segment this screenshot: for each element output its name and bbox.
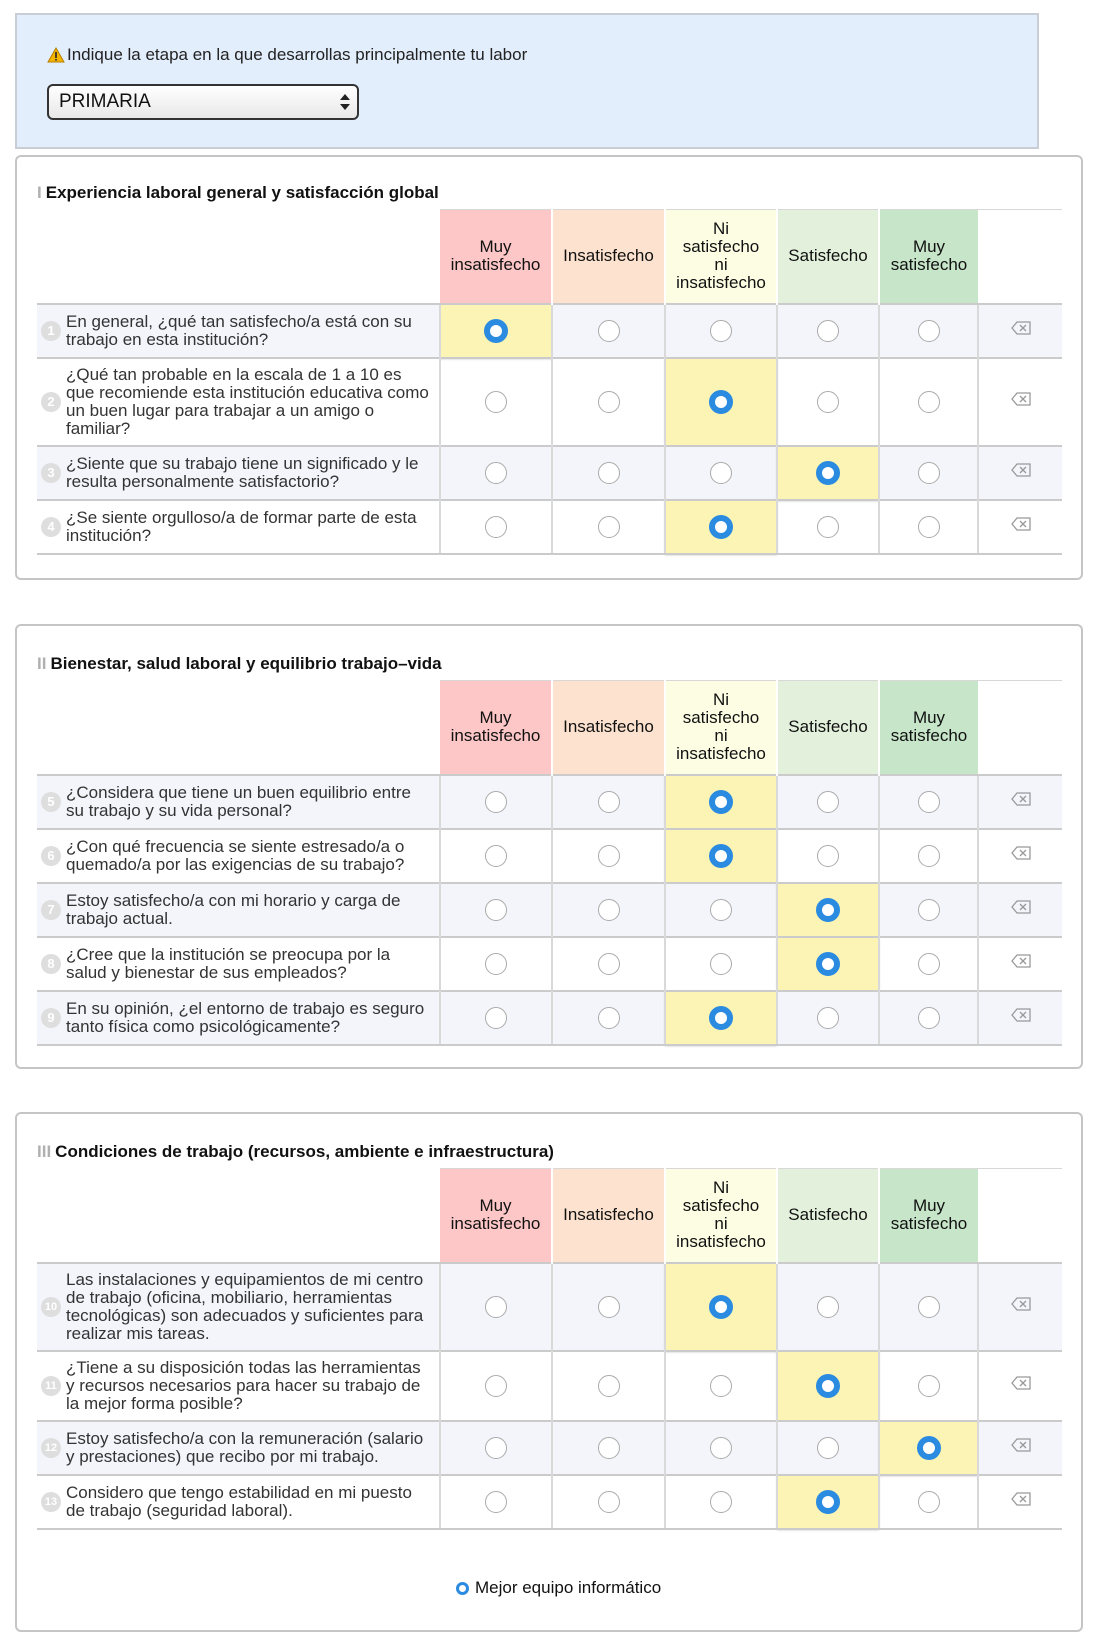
- scale-header-0: Muy insatisfecho: [440, 1169, 552, 1263]
- radio-option[interactable]: [598, 953, 620, 975]
- radio-option[interactable]: [918, 320, 940, 342]
- question-number-badge: 12: [41, 1438, 61, 1458]
- section-title: [37, 654, 442, 674]
- question-number-badge: 13: [41, 1492, 61, 1512]
- question-number-badge: 7: [41, 900, 61, 920]
- clear-answer-cell[interactable]: [978, 500, 1062, 554]
- scale-header-row: [37, 210, 1062, 304]
- likert-grid: [37, 1168, 1062, 1530]
- etapa-question-box: [15, 13, 1039, 149]
- clear-answer-icon[interactable]: [1011, 1492, 1031, 1506]
- warning-icon: [47, 47, 65, 63]
- answer-cell-0[interactable]: [440, 446, 552, 500]
- radio-selected[interactable]: [709, 515, 733, 539]
- radio-option[interactable]: [598, 1007, 620, 1029]
- scale-header-4: Muy satisfecho: [879, 210, 978, 304]
- answer-cell-4[interactable]: [879, 304, 978, 358]
- scale-header-1: Insatisfecho: [552, 681, 665, 775]
- question-row: [37, 1475, 1062, 1529]
- question-text-cell: [37, 883, 440, 937]
- answer-cell-2[interactable]: [665, 446, 777, 500]
- answer-cell-0[interactable]: [440, 883, 552, 937]
- scale-header-3: Satisfecho: [777, 210, 879, 304]
- clear-answer-icon[interactable]: [1011, 392, 1031, 406]
- radio-option[interactable]: [485, 1296, 507, 1318]
- header-blank: [37, 681, 440, 775]
- question-row: [37, 829, 1062, 883]
- answer-cell-1[interactable]: [552, 1475, 665, 1529]
- radio-option[interactable]: [598, 1296, 620, 1318]
- radio-option[interactable]: [918, 791, 940, 813]
- question-row: [37, 937, 1062, 991]
- answer-cell-4[interactable]: [879, 1475, 978, 1529]
- answer-cell-0[interactable]: [440, 1475, 552, 1529]
- etapa-question: [47, 45, 527, 65]
- answer-cell-4[interactable]: [879, 446, 978, 500]
- answer-cell-4[interactable]: [879, 883, 978, 937]
- answer-cell-0[interactable]: [440, 937, 552, 991]
- question-text: Estoy satisfecho/a con mi horario y carga de trabajo actual.: [66, 890, 401, 928]
- question-text: ¿Se siente orgulloso/a de formar parte de esta institución?: [66, 507, 417, 545]
- radio-option[interactable]: [918, 462, 940, 484]
- answer-cell-1[interactable]: [552, 1351, 665, 1421]
- answer-cell-1[interactable]: [552, 991, 665, 1045]
- radio-selected[interactable]: [816, 461, 840, 485]
- answer-cell-2[interactable]: [665, 991, 777, 1045]
- clear-answer-icon[interactable]: [1011, 792, 1031, 806]
- answer-cell-3[interactable]: [777, 304, 879, 358]
- radio-option[interactable]: [817, 845, 839, 867]
- answer-cell-1[interactable]: [552, 1421, 665, 1475]
- radio-selected[interactable]: [816, 898, 840, 922]
- header-clear-col: [978, 681, 1062, 775]
- clear-answer-cell[interactable]: [978, 358, 1062, 446]
- radio-selected[interactable]: [709, 790, 733, 814]
- answer-cell-3[interactable]: [777, 500, 879, 554]
- question-text-cell: [37, 991, 440, 1045]
- question-text-cell: [37, 1263, 440, 1351]
- radio-option[interactable]: [485, 1491, 507, 1513]
- section-number: III: [37, 1142, 52, 1161]
- question-text-cell: [37, 500, 440, 554]
- radio-option[interactable]: [817, 1296, 839, 1318]
- radio-option[interactable]: [598, 516, 620, 538]
- answer-cell-0[interactable]: [440, 500, 552, 554]
- question-row: [37, 358, 1062, 446]
- radio-selected[interactable]: [709, 844, 733, 868]
- survey-section: [15, 624, 1083, 1069]
- question-text: En su opinión, ¿el entorno de trabajo es seguro tanto física como psicológicamente?: [66, 998, 425, 1036]
- survey-section: [15, 155, 1083, 580]
- radio-option[interactable]: [598, 320, 620, 342]
- answer-cell-0[interactable]: [440, 829, 552, 883]
- answer-cell-4[interactable]: [879, 500, 978, 554]
- answer-cell-3[interactable]: [777, 358, 879, 446]
- radio-option[interactable]: [918, 1296, 940, 1318]
- clear-answer-icon[interactable]: [1011, 1008, 1031, 1022]
- question-text: ¿Considera que tiene un buen equilibrio entre su trabajo y su vida personal?: [66, 782, 411, 820]
- clear-answer-icon[interactable]: [1011, 954, 1031, 968]
- radio-option[interactable]: [485, 1007, 507, 1029]
- answer-cell-0[interactable]: [440, 775, 552, 829]
- radio-option[interactable]: [598, 1375, 620, 1397]
- answer-cell-1[interactable]: [552, 358, 665, 446]
- clear-answer-cell[interactable]: [978, 937, 1062, 991]
- radio-option[interactable]: [817, 516, 839, 538]
- radio-option[interactable]: [485, 899, 507, 921]
- question-text-cell: [37, 304, 440, 358]
- clear-answer-icon[interactable]: [1011, 846, 1031, 860]
- radio-selected[interactable]: [816, 1490, 840, 1514]
- answer-cell-1[interactable]: [552, 304, 665, 358]
- scale-header-2: Ni satisfecho ni insatisfecho: [665, 681, 777, 775]
- answer-cell-0[interactable]: [440, 1263, 552, 1351]
- radio-selected[interactable]: [709, 390, 733, 414]
- answer-cell-0[interactable]: [440, 358, 552, 446]
- header-clear-col: [978, 210, 1062, 304]
- clear-answer-icon[interactable]: [1011, 1297, 1031, 1311]
- answer-cell-2[interactable]: [665, 500, 777, 554]
- scale-header-4: Muy satisfecho: [879, 1169, 978, 1263]
- question-text: Considero que tengo estabilidad en mi puesto de trabajo (seguridad laboral).: [66, 1482, 412, 1520]
- question-text: ¿Qué tan probable en la escala de 1 a 10 es que recomiende esta institución educativa como un buen lugar para trabajar a un amigo o familiar?: [66, 364, 429, 438]
- answer-cell-3[interactable]: [777, 829, 879, 883]
- radio-selected[interactable]: [917, 1436, 941, 1460]
- clear-answer-icon[interactable]: [1011, 1438, 1031, 1452]
- section-number: I: [37, 183, 42, 202]
- etapa-select-value: PRIMARIA: [59, 91, 151, 112]
- radio-option[interactable]: [485, 845, 507, 867]
- clear-answer-icon[interactable]: [1011, 517, 1031, 531]
- question-text: En general, ¿qué tan satisfecho/a está con su trabajo en esta institución?: [66, 311, 412, 349]
- header-clear-col: [978, 1169, 1062, 1263]
- radio-option[interactable]: [710, 1491, 732, 1513]
- question-text: ¿Tiene a su disposición todas las herramientas y recursos necesarios para hacer su trabajo de la mejor forma posible?: [66, 1357, 421, 1413]
- scale-header-2: Ni satisfecho ni insatisfecho: [665, 210, 777, 304]
- header-blank: [37, 1169, 440, 1263]
- answer-cell-1[interactable]: [552, 883, 665, 937]
- clear-answer-cell[interactable]: [978, 1263, 1062, 1351]
- question-row: [37, 991, 1062, 1045]
- question-row: [37, 1351, 1062, 1421]
- answer-cell-4[interactable]: [879, 358, 978, 446]
- question-text: ¿Con qué frecuencia se siente estresado/a o quemado/a por las exigencias de su trabajo?: [66, 836, 405, 874]
- answer-cell-4[interactable]: [879, 1421, 978, 1475]
- radio-selected[interactable]: [816, 952, 840, 976]
- question-text: Estoy satisfecho/a con la remuneración (salario y prestaciones) que recibo por mi trabajo.: [66, 1428, 424, 1466]
- clear-answer-cell[interactable]: [978, 829, 1062, 883]
- radio-option[interactable]: [918, 391, 940, 413]
- question-row: [37, 446, 1062, 500]
- question-row: [37, 304, 1062, 358]
- radio-option[interactable]: [485, 391, 507, 413]
- section-title: [37, 183, 439, 203]
- scale-header-0: Muy insatisfecho: [440, 681, 552, 775]
- radio-option[interactable]: [598, 791, 620, 813]
- question-number-badge: 1: [41, 321, 61, 341]
- radio-option[interactable]: [710, 1375, 732, 1397]
- clear-answer-cell[interactable]: [978, 883, 1062, 937]
- answer-cell-3[interactable]: [777, 991, 879, 1045]
- answer-cell-2[interactable]: [665, 1421, 777, 1475]
- radio-option[interactable]: [598, 1491, 620, 1513]
- question-number-badge: 10: [41, 1297, 61, 1317]
- radio-option[interactable]: [710, 953, 732, 975]
- radio-option[interactable]: [817, 791, 839, 813]
- scale-header-1: Insatisfecho: [552, 1169, 665, 1263]
- question-text: ¿Cree que la institución se preocupa por la salud y bienestar de sus empleados?: [66, 944, 391, 982]
- question-number-badge: 8: [41, 954, 61, 974]
- footer-option[interactable]: [456, 1578, 661, 1598]
- answer-cell-2[interactable]: [665, 1351, 777, 1421]
- radio-option[interactable]: [817, 320, 839, 342]
- answer-cell-3[interactable]: [777, 1351, 879, 1421]
- question-row: [37, 1421, 1062, 1475]
- radio-option[interactable]: [817, 391, 839, 413]
- answer-cell-1[interactable]: [552, 1263, 665, 1351]
- section-number: II: [37, 654, 47, 673]
- scale-header-1: Insatisfecho: [552, 210, 665, 304]
- radio-option[interactable]: [485, 953, 507, 975]
- likert-grid: [37, 209, 1062, 555]
- answer-cell-0[interactable]: [440, 991, 552, 1045]
- etapa-select[interactable]: [47, 84, 359, 120]
- answer-cell-2[interactable]: [665, 304, 777, 358]
- answer-cell-3[interactable]: [777, 446, 879, 500]
- question-text-cell: [37, 358, 440, 446]
- radio-selected[interactable]: [816, 1374, 840, 1398]
- clear-answer-cell[interactable]: [978, 775, 1062, 829]
- radio-option[interactable]: [710, 899, 732, 921]
- clear-answer-cell[interactable]: [978, 1351, 1062, 1421]
- radio-option[interactable]: [710, 1437, 732, 1459]
- answer-cell-3[interactable]: [777, 1421, 879, 1475]
- question-number-badge: 2: [41, 392, 61, 412]
- radio-option[interactable]: [918, 516, 940, 538]
- answer-cell-3[interactable]: [777, 937, 879, 991]
- clear-answer-cell[interactable]: [978, 1421, 1062, 1475]
- likert-grid: [37, 680, 1062, 1046]
- answer-cell-2[interactable]: [665, 829, 777, 883]
- answer-cell-2[interactable]: [665, 775, 777, 829]
- answer-cell-3[interactable]: [777, 883, 879, 937]
- question-text-cell: [37, 1351, 440, 1421]
- radio-option[interactable]: [598, 899, 620, 921]
- question-text: ¿Siente que su trabajo tiene un significado y le resulta personalmente satisfactorio?: [66, 453, 419, 491]
- clear-answer-cell[interactable]: [978, 991, 1062, 1045]
- answer-cell-2[interactable]: [665, 1475, 777, 1529]
- answer-cell-2[interactable]: [665, 1263, 777, 1351]
- radio-option[interactable]: [485, 1375, 507, 1397]
- answer-cell-0[interactable]: [440, 304, 552, 358]
- radio-option[interactable]: [918, 845, 940, 867]
- question-number-badge: 3: [41, 463, 61, 483]
- question-number-badge: 9: [41, 1008, 61, 1028]
- radio-option[interactable]: [710, 320, 732, 342]
- question-text-cell: [37, 1421, 440, 1475]
- question-row: [37, 775, 1062, 829]
- question-text-cell: [37, 446, 440, 500]
- answer-cell-1[interactable]: [552, 937, 665, 991]
- answer-cell-3[interactable]: [777, 1475, 879, 1529]
- radio-option[interactable]: [485, 1437, 507, 1459]
- answer-cell-3[interactable]: [777, 1263, 879, 1351]
- answer-cell-4[interactable]: [879, 829, 978, 883]
- question-text-cell: [37, 937, 440, 991]
- scale-header-row: [37, 681, 1062, 775]
- radio-option[interactable]: [485, 791, 507, 813]
- radio-option[interactable]: [598, 1437, 620, 1459]
- etapa-label-text: Indique la etapa en la que desarrollas principalmente tu labor: [67, 45, 528, 64]
- answer-cell-1[interactable]: [552, 500, 665, 554]
- scale-header-2: Ni satisfecho ni insatisfecho: [665, 1169, 777, 1263]
- answer-cell-4[interactable]: [879, 991, 978, 1045]
- clear-answer-icon[interactable]: [1011, 321, 1031, 335]
- radio-selected-icon: [456, 1582, 469, 1595]
- question-text-cell: [37, 829, 440, 883]
- answer-cell-0[interactable]: [440, 1351, 552, 1421]
- section-title-text: Bienestar, salud laboral y equilibrio trabajo–vida: [50, 654, 442, 673]
- question-row: [37, 500, 1062, 554]
- radio-option[interactable]: [598, 845, 620, 867]
- answer-cell-1[interactable]: [552, 446, 665, 500]
- clear-answer-cell[interactable]: [978, 304, 1062, 358]
- radio-option[interactable]: [485, 516, 507, 538]
- radio-option[interactable]: [918, 1007, 940, 1029]
- section-title: [37, 1142, 554, 1162]
- question-number-badge: 5: [41, 792, 61, 812]
- clear-answer-cell[interactable]: [978, 1475, 1062, 1529]
- question-number-badge: 4: [41, 517, 61, 537]
- answer-cell-3[interactable]: [777, 775, 879, 829]
- footer-option-label: Mejor equipo informático: [475, 1578, 662, 1597]
- clear-answer-cell[interactable]: [978, 446, 1062, 500]
- question-number-badge: 11: [41, 1376, 61, 1396]
- answer-cell-1[interactable]: [552, 775, 665, 829]
- radio-option[interactable]: [918, 1375, 940, 1397]
- section-title-text: Condiciones de trabajo (recursos, ambiente e infraestructura): [55, 1142, 554, 1161]
- survey-section: [15, 1112, 1083, 1632]
- select-arrows-icon: [339, 92, 351, 112]
- answer-cell-2[interactable]: [665, 358, 777, 446]
- answer-cell-2[interactable]: [665, 937, 777, 991]
- clear-answer-icon[interactable]: [1011, 900, 1031, 914]
- answer-cell-2[interactable]: [665, 883, 777, 937]
- radio-option[interactable]: [918, 899, 940, 921]
- section-title-text: Experiencia laboral general y satisfacción global: [45, 183, 439, 202]
- radio-selected[interactable]: [709, 1295, 733, 1319]
- answer-cell-4[interactable]: [879, 1351, 978, 1421]
- radio-option[interactable]: [598, 462, 620, 484]
- question-text-cell: [37, 775, 440, 829]
- question-row: [37, 1263, 1062, 1351]
- radio-option[interactable]: [598, 391, 620, 413]
- radio-option[interactable]: [918, 1491, 940, 1513]
- scale-header-0: Muy insatisfecho: [440, 210, 552, 304]
- radio-option[interactable]: [918, 953, 940, 975]
- scale-header-3: Satisfecho: [777, 681, 879, 775]
- scale-header-4: Muy satisfecho: [879, 681, 978, 775]
- header-blank: [37, 210, 440, 304]
- clear-answer-icon[interactable]: [1011, 1376, 1031, 1390]
- answer-cell-1[interactable]: [552, 829, 665, 883]
- scale-header-3: Satisfecho: [777, 1169, 879, 1263]
- answer-cell-4[interactable]: [879, 775, 978, 829]
- radio-option[interactable]: [710, 462, 732, 484]
- scale-header-row: [37, 1169, 1062, 1263]
- answer-cell-4[interactable]: [879, 937, 978, 991]
- radio-option[interactable]: [485, 462, 507, 484]
- radio-selected[interactable]: [709, 1006, 733, 1030]
- answer-cell-0[interactable]: [440, 1421, 552, 1475]
- question-text-cell: [37, 1475, 440, 1529]
- question-number-badge: 6: [41, 846, 61, 866]
- answer-cell-4[interactable]: [879, 1263, 978, 1351]
- question-text: Las instalaciones y equipamientos de mi centro de trabajo (oficina, mobiliario, herramientas tecnológicas) son adecuados y suficientes para realizar mis tareas.: [66, 1269, 424, 1343]
- question-row: [37, 883, 1062, 937]
- radio-selected[interactable]: [484, 319, 508, 343]
- clear-answer-icon[interactable]: [1011, 463, 1031, 477]
- radio-option[interactable]: [817, 1437, 839, 1459]
- radio-option[interactable]: [817, 1007, 839, 1029]
